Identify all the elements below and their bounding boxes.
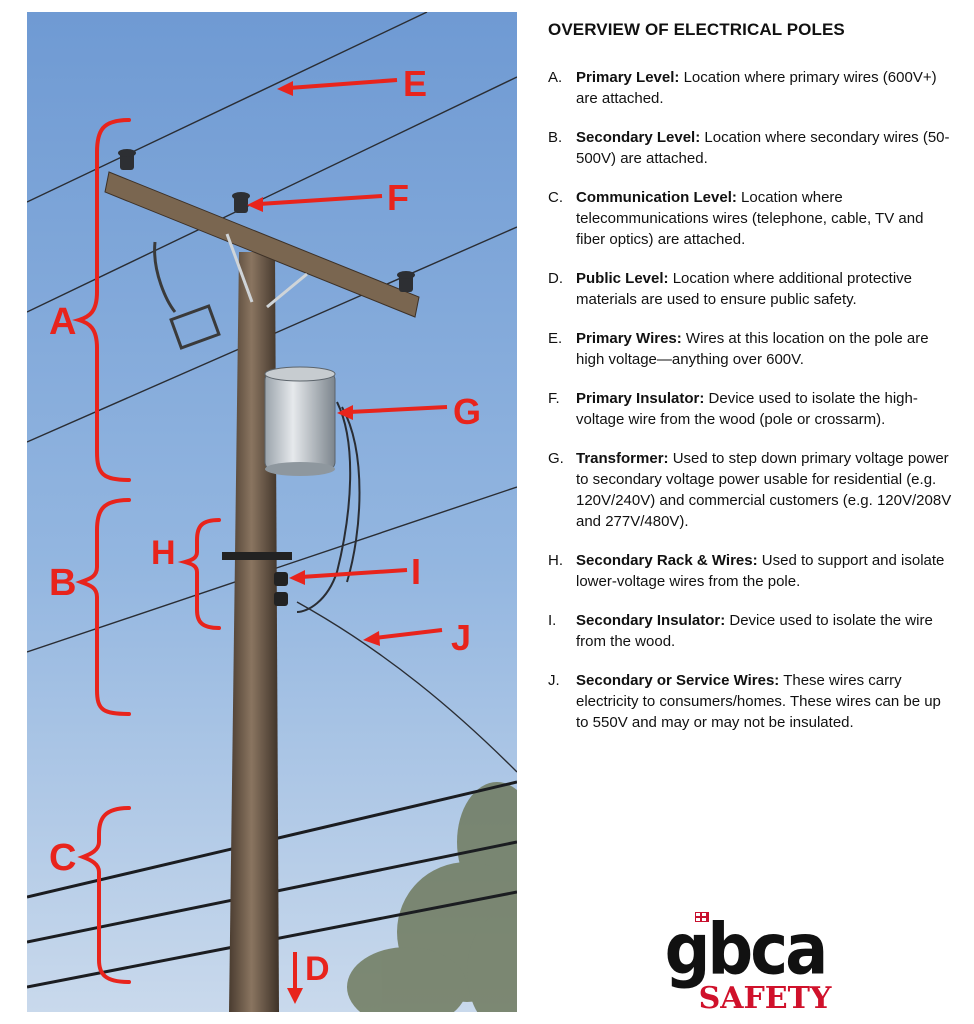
item-body <box>576 328 953 370</box>
item-desc: Device used to isolate the high-voltage wire from the wood (pole or crossarm). <box>576 390 918 428</box>
item-letter: E. <box>548 330 563 347</box>
callout-G: G <box>453 391 482 432</box>
item-term: Secondary Rack & Wires: <box>576 552 758 569</box>
item-letter: J. <box>548 672 560 689</box>
callout-H: H <box>151 534 176 572</box>
page-title: OVERVIEW OF ELECTRICAL POLES <box>548 20 845 39</box>
item-body <box>576 187 953 250</box>
list-item <box>548 670 953 733</box>
list-item <box>548 610 953 652</box>
utility-pole-photo <box>27 12 517 1012</box>
list-item <box>548 127 953 169</box>
item-body <box>576 67 953 109</box>
item-term: Primary Level: <box>576 69 680 86</box>
item-body <box>576 550 953 592</box>
list-item <box>548 550 953 592</box>
list-item <box>548 388 953 430</box>
item-term: Secondary Level: <box>576 129 701 146</box>
list-item <box>548 67 953 109</box>
item-body <box>576 610 953 652</box>
item-term: Public Level: <box>576 270 669 287</box>
gbca-safety-logo <box>655 912 835 1012</box>
item-body <box>576 127 953 169</box>
item-letter: C. <box>548 189 563 206</box>
item-letter: B. <box>548 129 563 146</box>
callout-C: C <box>49 837 77 879</box>
callout-A: A <box>49 301 77 343</box>
callout-J: J <box>451 617 472 658</box>
item-body <box>576 448 953 532</box>
item-letter: D. <box>548 270 563 287</box>
item-desc: Used to step down primary voltage power to secondary voltage power usable for residential (e.g. 120V/240V) and commercial customers (e.g. 120V/208V and 277V/480V). <box>576 450 952 530</box>
list-item <box>548 187 953 250</box>
item-term: Secondary Insulator: <box>576 612 726 629</box>
item-desc: Wires at this location on the pole are high voltage—anything over 600V. <box>576 330 929 368</box>
transformer <box>265 367 335 476</box>
item-term: Transformer: <box>576 450 669 467</box>
logo-tagline: SAFETY <box>698 981 832 1012</box>
item-letter: I. <box>548 612 557 629</box>
item-desc: These wires carry electricity to consumers/homes. These wires can be up to 550V and may or may not be insulated. <box>576 672 941 731</box>
item-desc: Used to support and isolate lower-voltage wires from the pole. <box>576 552 945 590</box>
item-term: Primary Insulator: <box>576 390 705 407</box>
item-body <box>576 388 953 430</box>
item-term: Primary Wires: <box>576 330 682 347</box>
callout-D: D <box>305 950 330 988</box>
item-body <box>576 268 953 310</box>
item-letter: H. <box>548 552 563 569</box>
item-term: Communication Level: <box>576 189 737 206</box>
item-desc: Location where secondary wires (50-500V) are attached. <box>576 129 950 167</box>
item-term: Secondary or Service Wires: <box>576 672 780 689</box>
item-letter: F. <box>548 390 560 407</box>
item-body <box>576 670 953 733</box>
callout-F: F <box>387 177 409 218</box>
callout-E: E <box>403 63 428 104</box>
item-letter: A. <box>548 69 563 86</box>
callout-B: B <box>49 562 77 604</box>
item-desc: Location where additional protective materials are used to ensure public safety. <box>576 270 913 308</box>
callout-I: I <box>411 551 422 592</box>
logo-wordmark: gbca <box>664 912 826 991</box>
item-desc: Device used to isolate the wire from the wood. <box>576 612 933 650</box>
list-item <box>548 448 953 532</box>
list-item <box>548 268 953 310</box>
list-item <box>548 328 953 370</box>
item-desc: Location where primary wires (600V+) are attached. <box>576 69 937 107</box>
item-letter: G. <box>548 450 564 467</box>
item-desc: Location where telecommunications wires (telephone, cable, TV and fiber optics) are attached. <box>576 189 924 248</box>
definitions-panel <box>548 20 953 751</box>
